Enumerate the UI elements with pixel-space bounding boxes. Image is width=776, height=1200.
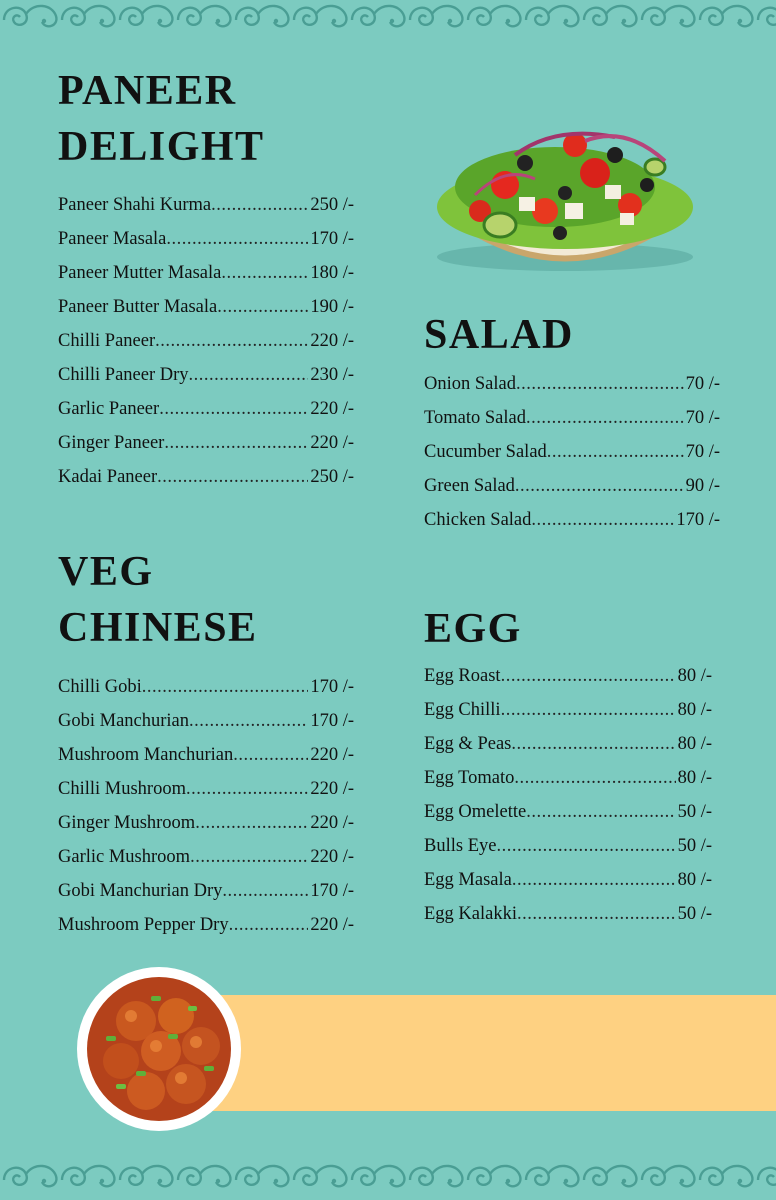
- menu-item-price: 220 /-: [310, 399, 354, 419]
- menu-item-name: Egg Kalakki: [424, 904, 517, 924]
- menu-item: [424, 666, 712, 700]
- menu-item: [58, 711, 354, 745]
- dot-leader: [211, 195, 308, 216]
- menu-item: [424, 510, 720, 544]
- menu-item: [424, 700, 712, 734]
- menu-item: [58, 331, 354, 365]
- menu-item: [58, 433, 354, 467]
- menu-item: [58, 229, 354, 263]
- egg-heading: EGG: [424, 606, 522, 652]
- salad-bowl-icon: [415, 115, 705, 285]
- dot-leader: [229, 915, 309, 936]
- dot-leader: [164, 433, 308, 454]
- menu-item: [424, 802, 712, 836]
- dot-leader: [514, 768, 675, 789]
- menu-item: [58, 195, 354, 229]
- menu-item-name: Ginger Paneer: [58, 433, 165, 453]
- dot-leader: [190, 847, 308, 868]
- menu-item: [424, 836, 712, 870]
- menu-item-name: Bulls Eye: [424, 836, 497, 856]
- menu-item-price: 50 /-: [677, 802, 712, 822]
- dot-leader: [501, 700, 676, 721]
- dot-leader: [547, 442, 684, 463]
- dot-leader: [526, 802, 675, 823]
- menu-item-name: Gobi Manchurian Dry: [58, 881, 223, 901]
- bottom-ornament-border: [0, 1158, 776, 1200]
- menu-item: [424, 476, 720, 510]
- veg-chinese-heading-line1: VEG: [58, 549, 154, 595]
- menu-item-name: Chilli Paneer Dry: [58, 365, 189, 385]
- menu-item-name: Ginger Mushroom: [58, 813, 196, 833]
- dot-leader: [166, 229, 308, 250]
- menu-item-name: Paneer Butter Masala: [58, 297, 218, 317]
- menu-item-price: 170 /-: [310, 677, 354, 697]
- menu-item-name: Mushroom Pepper Dry: [58, 915, 229, 935]
- veg-chinese-heading: [58, 544, 258, 656]
- menu-item-price: 190 /-: [310, 297, 354, 317]
- menu-item-name: Chicken Salad: [424, 510, 532, 530]
- menu-item-price: 220 /-: [310, 813, 354, 833]
- dot-leader: [157, 467, 308, 488]
- menu-item: [58, 813, 354, 847]
- menu-item-price: 80 /-: [677, 700, 712, 720]
- menu-item-price: 70 /-: [685, 408, 720, 428]
- menu-item-price: 90 /-: [685, 476, 720, 496]
- menu-item-price: 70 /-: [685, 442, 720, 462]
- dot-leader: [233, 745, 308, 766]
- menu-item-name: Chilli Paneer: [58, 331, 156, 351]
- menu-item: [58, 881, 354, 915]
- menu-item-name: Kadai Paneer: [58, 467, 158, 487]
- menu-item-price: 220 /-: [310, 779, 354, 799]
- menu-item-price: 80 /-: [677, 768, 712, 788]
- menu-item-name: Egg & Peas: [424, 734, 512, 754]
- menu-item: [58, 467, 354, 501]
- top-ornament-border: [0, 0, 776, 40]
- salad-heading: SALAD: [424, 312, 574, 358]
- paneer-heading-line2: DELIGHT: [58, 124, 265, 170]
- dot-leader: [159, 399, 308, 420]
- menu-item: [424, 904, 712, 938]
- menu-item-name: Green Salad: [424, 476, 515, 496]
- menu-item-price: 50 /-: [677, 836, 712, 856]
- menu-item-name: Mushroom Manchurian: [58, 745, 234, 765]
- menu-item: [424, 768, 712, 802]
- menu-item-price: 220 /-: [310, 433, 354, 453]
- dot-leader: [531, 510, 674, 531]
- dot-leader: [155, 331, 308, 352]
- menu-item-name: Egg Masala: [424, 870, 512, 890]
- dot-leader: [526, 408, 684, 429]
- menu-item-name: Paneer Shahi Kurma: [58, 195, 212, 215]
- menu-item: [424, 734, 712, 768]
- dot-leader: [511, 734, 675, 755]
- paneer-menu-list: [58, 195, 354, 501]
- menu-item: [424, 870, 712, 904]
- paneer-heading-line1: PANEER: [58, 68, 237, 114]
- menu-item-price: 70 /-: [685, 374, 720, 394]
- menu-item-price: 170 /-: [676, 510, 720, 530]
- menu-item-price: 170 /-: [310, 229, 354, 249]
- menu-item-price: 80 /-: [677, 734, 712, 754]
- menu-item-price: 250 /-: [310, 467, 354, 487]
- menu-item-name: Garlic Mushroom: [58, 847, 191, 867]
- dot-leader: [517, 904, 676, 925]
- menu-item: [58, 365, 354, 399]
- dot-leader: [516, 374, 684, 395]
- menu-item: [58, 915, 354, 949]
- dot-leader: [222, 881, 308, 902]
- menu-item-name: Onion Salad: [424, 374, 516, 394]
- egg-menu-list: [424, 666, 712, 938]
- salad-menu-list: [424, 374, 720, 544]
- dot-leader: [142, 677, 309, 698]
- menu-item-price: 80 /-: [677, 870, 712, 890]
- menu-item: [424, 408, 720, 442]
- dot-leader: [515, 476, 684, 497]
- bottom-banner: [210, 995, 776, 1111]
- menu-item-price: 50 /-: [677, 904, 712, 924]
- veg-chinese-heading-line2: CHINESE: [58, 605, 258, 651]
- menu-item-name: Garlic Paneer: [58, 399, 160, 419]
- menu-item-name: Tomato Salad: [424, 408, 526, 428]
- menu-item-name: Egg Tomato: [424, 768, 515, 788]
- menu-item: [58, 745, 354, 779]
- menu-item-name: Egg Chilli: [424, 700, 501, 720]
- dot-leader: [501, 666, 676, 687]
- menu-item-price: 220 /-: [310, 915, 354, 935]
- dot-leader: [512, 870, 676, 891]
- menu-item-name: Chilli Gobi: [58, 677, 142, 697]
- menu-item-price: 220 /-: [310, 745, 354, 765]
- menu-item-name: Cucumber Salad: [424, 442, 547, 462]
- menu-item-price: 170 /-: [310, 881, 354, 901]
- menu-item-price: 170 /-: [310, 711, 354, 731]
- veg-chinese-menu-list: [58, 677, 354, 949]
- menu-item-price: 220 /-: [310, 331, 354, 351]
- menu-item: [58, 263, 354, 297]
- dot-leader: [221, 263, 308, 284]
- menu-item-name: Paneer Masala: [58, 229, 167, 249]
- dot-leader: [189, 365, 309, 386]
- dot-leader: [496, 836, 675, 857]
- menu-item-name: Gobi Manchurian: [58, 711, 190, 731]
- menu-item: [424, 374, 720, 408]
- menu-item: [58, 297, 354, 331]
- dot-leader: [186, 779, 308, 800]
- dot-leader: [217, 297, 308, 318]
- menu-item-name: Egg Roast: [424, 666, 501, 686]
- menu-item-name: Chilli Mushroom: [58, 779, 186, 799]
- paneer-heading: [58, 63, 265, 175]
- gobi-manchurian-plate-icon: [76, 966, 242, 1132]
- menu-item: [424, 442, 720, 476]
- menu-item-name: Paneer Mutter Masala: [58, 263, 222, 283]
- menu-item-price: 180 /-: [310, 263, 354, 283]
- menu-item-price: 80 /-: [677, 666, 712, 686]
- menu-item: [58, 677, 354, 711]
- menu-item: [58, 779, 354, 813]
- menu-item-price: 230 /-: [310, 365, 354, 385]
- dot-leader: [195, 813, 308, 834]
- menu-item: [58, 399, 354, 433]
- menu-item: [58, 847, 354, 881]
- dot-leader: [189, 711, 308, 732]
- menu-item-price: 220 /-: [310, 847, 354, 867]
- menu-item-price: 250 /-: [310, 195, 354, 215]
- menu-item-name: Egg Omelette: [424, 802, 527, 822]
